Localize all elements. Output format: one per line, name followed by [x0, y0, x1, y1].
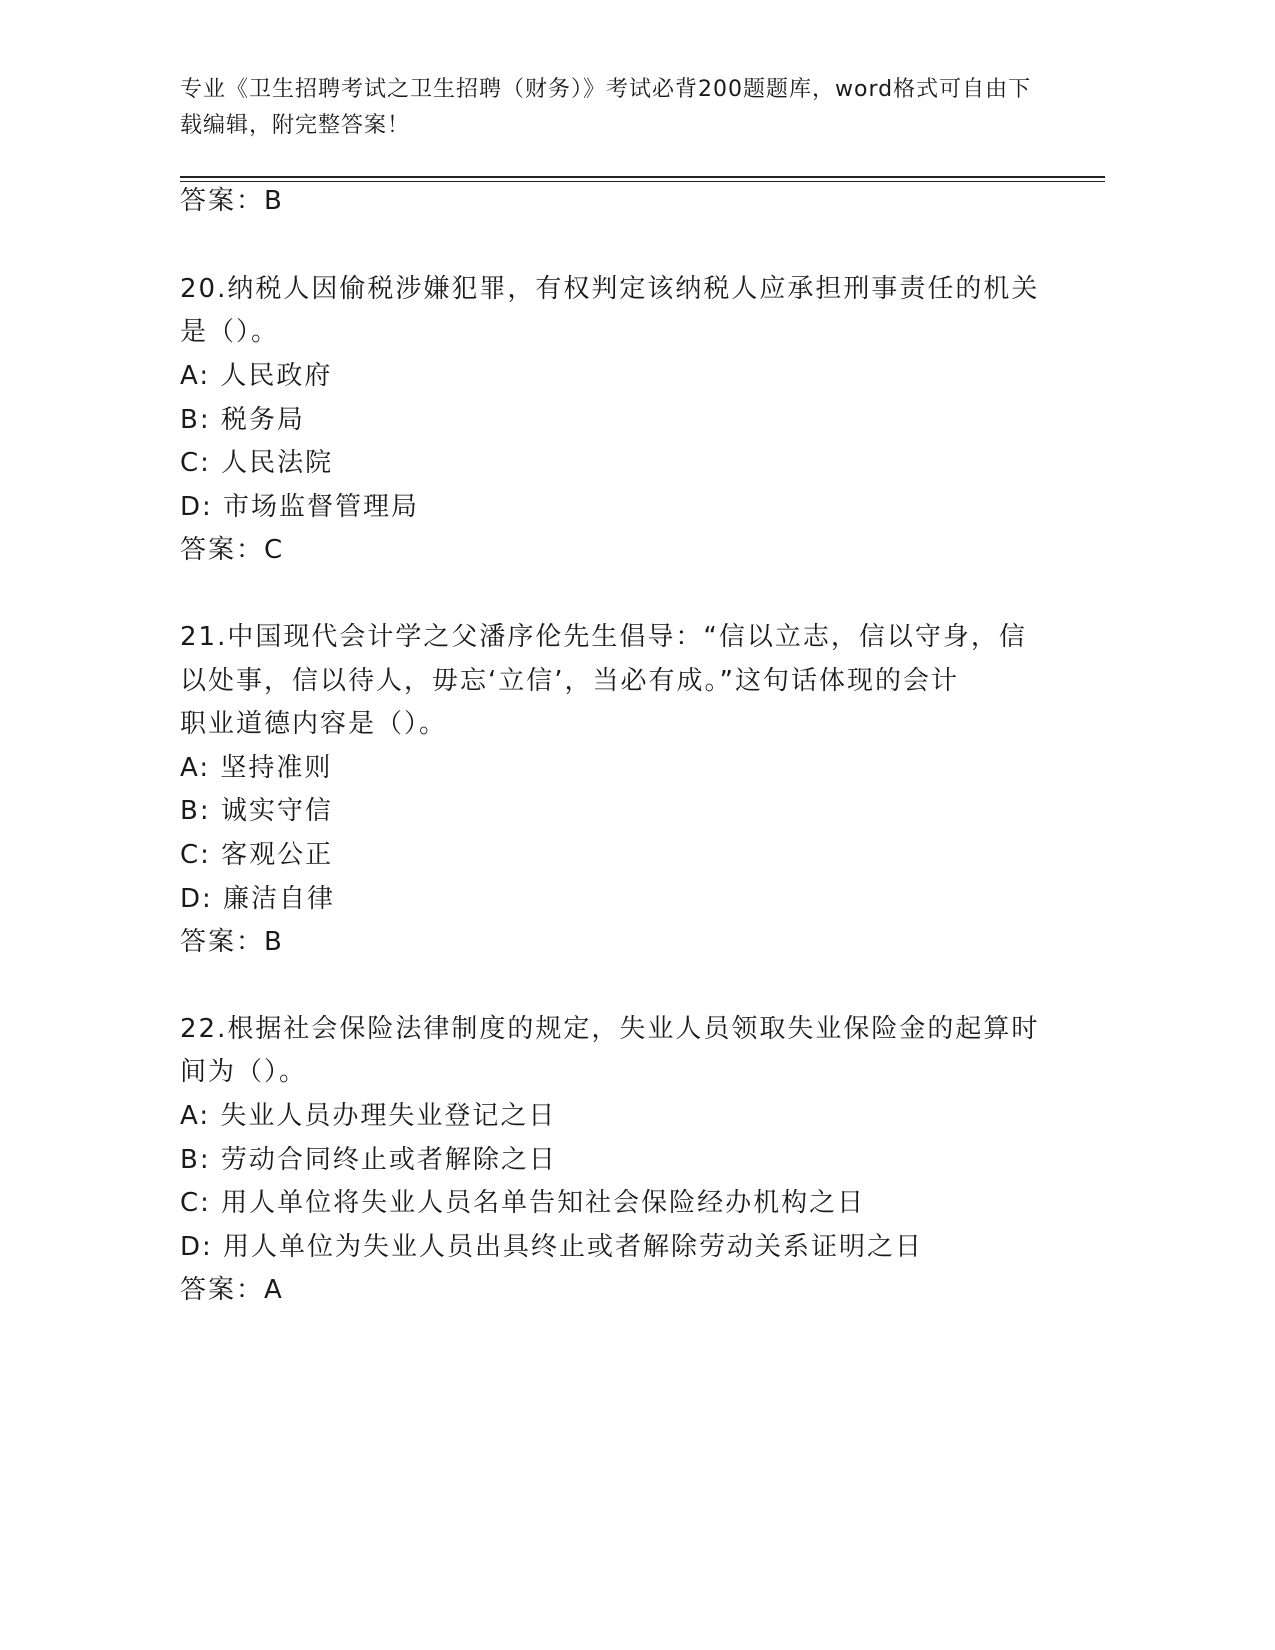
- q20-option-c: C: 人民法院: [180, 448, 334, 478]
- document-header: 专业《卫生招聘考试之卫生招聘（财务）》考试必背200题题库，word格式可自由下载编辑，附完整答案！: [180, 77, 1032, 138]
- q20-option-a: A: 人民政府: [180, 361, 333, 391]
- q22-stem-line2: 间为（）。: [180, 1057, 308, 1087]
- header-divider: [180, 176, 1105, 178]
- q21-option-a: A: 坚持准则: [180, 753, 333, 783]
- q22-stem-line1: 22.根据社会保险法律制度的规定，失业人员领取失业保险金的起算时: [180, 1014, 1040, 1044]
- q21-answer: 答案：B: [180, 927, 284, 957]
- q20-option-b: B: 税务局: [180, 405, 305, 435]
- q22-option-a: A: 失业人员办理失业登记之日: [180, 1101, 557, 1131]
- q22-option-d: D: 用人单位为失业人员出具终止或者解除劳动关系证明之日: [180, 1232, 924, 1262]
- q22-option-b: B: 劳动合同终止或者解除之日: [180, 1145, 557, 1175]
- q20-stem-line2: 是（）。: [180, 317, 280, 347]
- q21-option-c: C: 客观公正: [180, 840, 334, 870]
- q22-option-c: C: 用人单位将失业人员名单告知社会保险经办机构之日: [180, 1188, 866, 1218]
- q21-option-d: D: 廉洁自律: [180, 884, 336, 914]
- q20-option-d: D: 市场监督管理局: [180, 492, 420, 522]
- q21-stem-line1: 21.中国现代会计学之父潘序伦先生倡导：“信以立志，信以守身，信: [180, 622, 1027, 652]
- q21-stem-line3: 职业道德内容是（）。: [180, 709, 448, 739]
- previous-answer: 答案：B: [180, 186, 284, 216]
- q21-option-b: B: 诚实守信: [180, 796, 333, 826]
- q22-answer: 答案：A: [180, 1275, 284, 1305]
- header-divider-thin: [180, 181, 1105, 182]
- q20-answer: 答案：C: [180, 535, 285, 565]
- q21-stem-line2: 以处事，信以待人，毋忘‘立信’，当必有成。”这句话体现的会计: [180, 666, 959, 696]
- q20-stem-line1: 20.纳税人因偷税涉嫌犯罪，有权判定该纳税人应承担刑事责任的机关: [180, 274, 1040, 304]
